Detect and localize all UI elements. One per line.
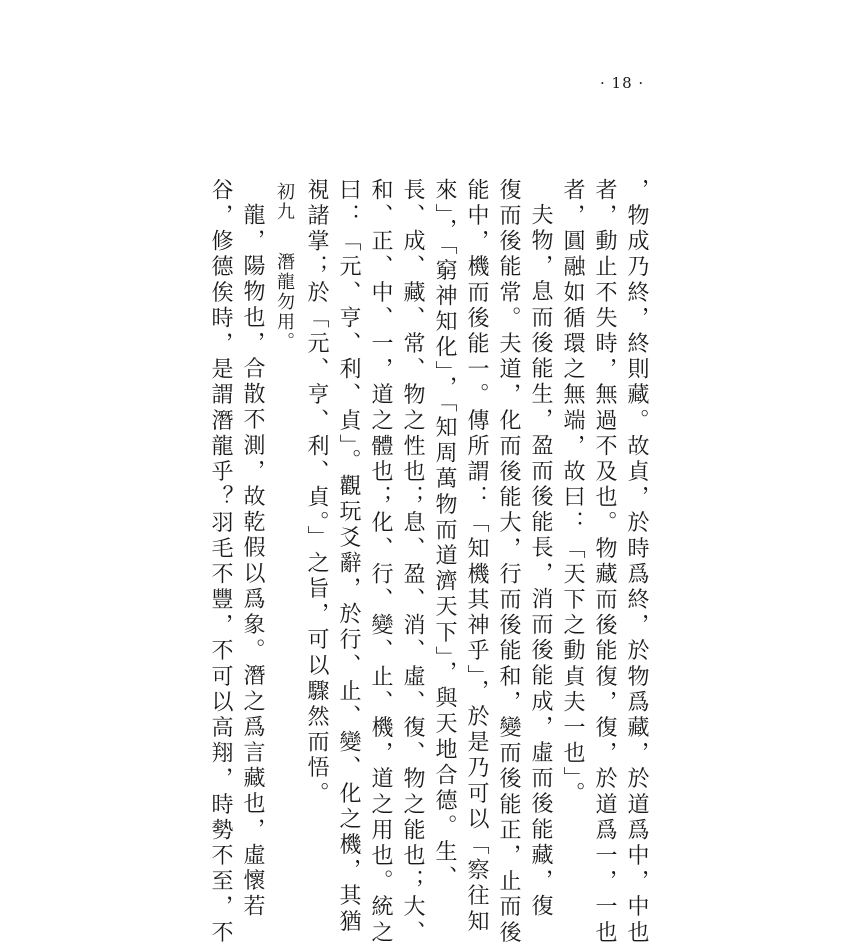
text-column: 能中，機而後能一。傳所謂：「知機其神乎」，於是乃可以「察往知 bbox=[464, 178, 489, 935]
text-column: 曰：「元、亨、利、貞」。觀玩爻辭，於行、止、變、化之機，其猶 bbox=[336, 178, 361, 935]
text-column: 來」，「窮神知化」，「知周萬物而道濟天下」，與天地合德。生、 bbox=[432, 178, 457, 891]
text-column: ，物成乃終，終則藏。故貞，於時爲終，於物爲藏，於道爲中，中也 bbox=[624, 178, 649, 946]
heading-title: 潛龍勿用。 bbox=[274, 252, 295, 352]
text-column: 長、成、藏、常、物之性也；息、盈、消、虛、復、物之能也；大、 bbox=[400, 178, 425, 946]
heading-line: 初九 bbox=[274, 182, 295, 222]
text-column: 視諸掌；於「元、亨、利、貞。」之旨，可以驟然而悟。 bbox=[304, 178, 329, 807]
text-column: 和、正、中、一，道之體也；化、行、變、止、機，道之用也。統之 bbox=[368, 178, 393, 946]
page-number: · 18 · bbox=[600, 74, 645, 92]
section-heading bbox=[268, 178, 300, 778]
text-column: 者，動止不失時，無過不及也。物藏而後能復，復，於道爲一，一也 bbox=[592, 178, 617, 946]
text-column: 復而後能常。夫道，化而後能大，行而後能和，變而後能正，止而後 bbox=[496, 178, 521, 946]
text-column: 龍，陽物也，合散不測，故乾假以爲象。潛之爲言藏也，虛懷若 bbox=[240, 203, 265, 920]
text-column: 者，圓融如循環之無端，故曰：「天下之動貞夫一也」。 bbox=[560, 178, 585, 807]
vertical-text-body bbox=[202, 178, 652, 946]
text-column: 夫物，息而後能生，盈而後能長，消而後能成，虛而後能藏，復 bbox=[528, 203, 553, 920]
text-column: 谷，修德俟時，是謂潛龍乎？羽毛不豐，不可以高翔，時勢不至，不 bbox=[208, 178, 233, 946]
